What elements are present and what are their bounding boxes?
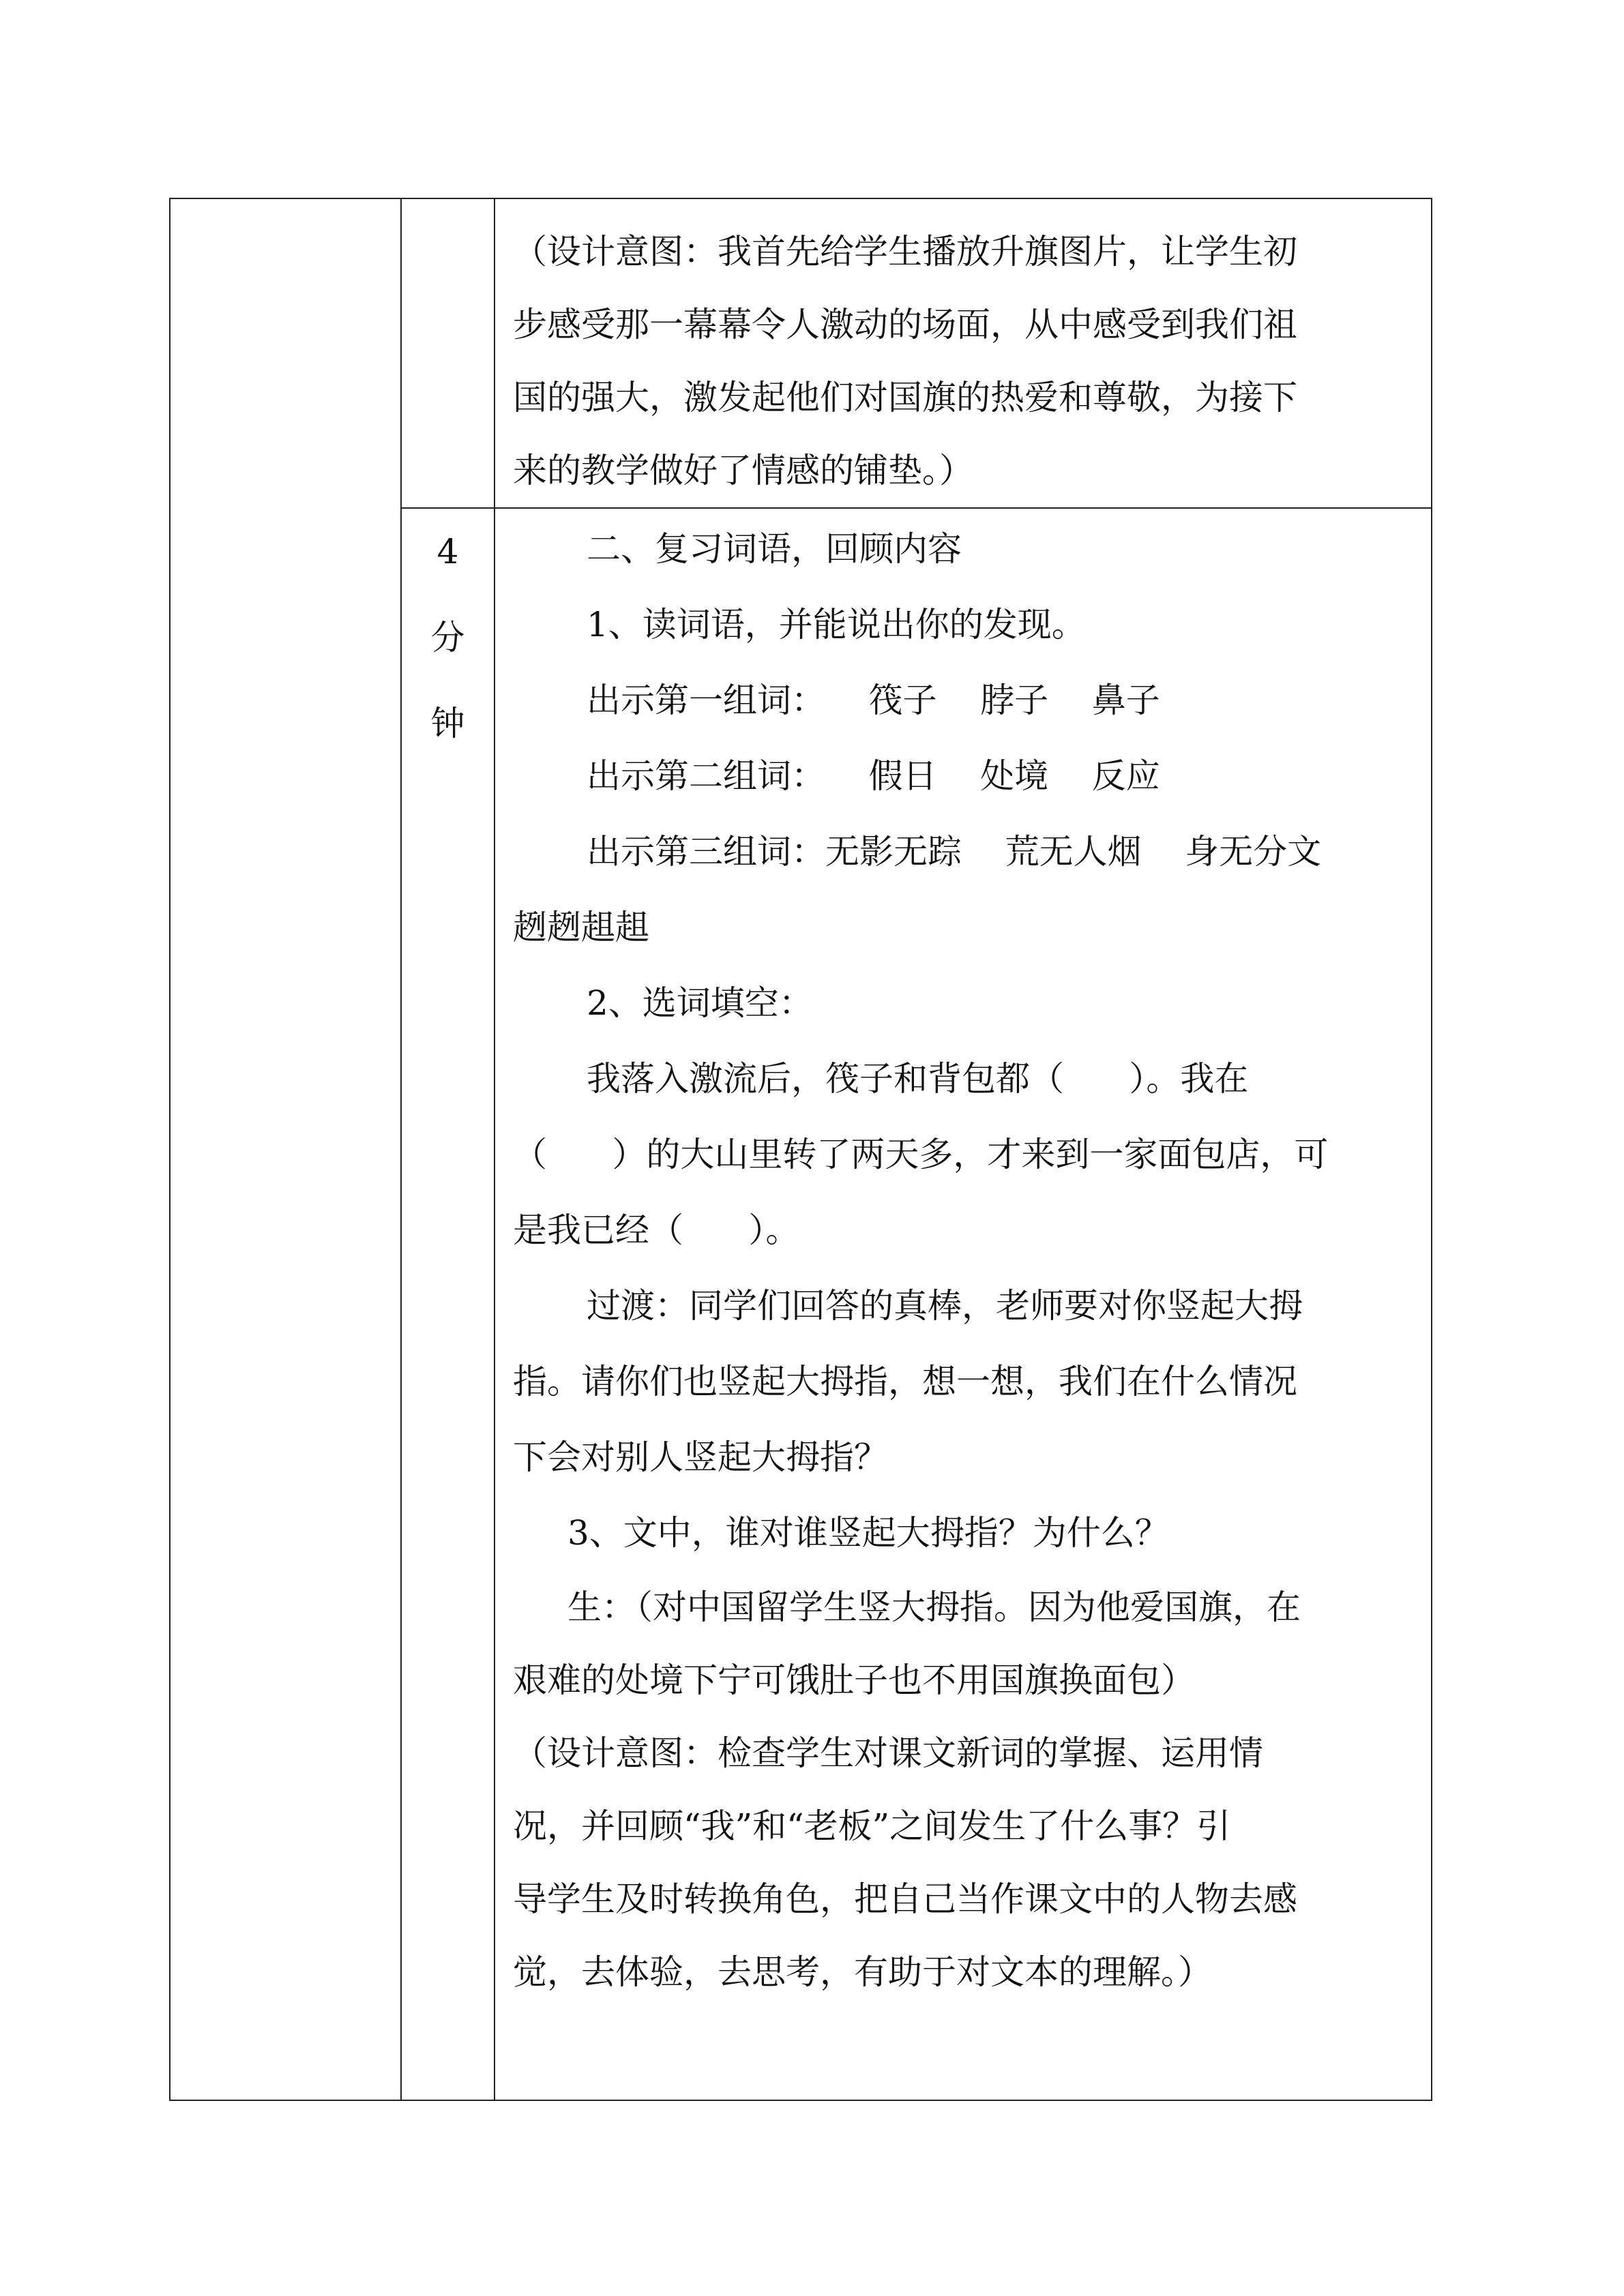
transition-line: 过渡：同学们回答的真棒，老师要对你竖起大拇: [587, 1286, 1303, 1326]
task-heading: 3、文中，谁对谁竖起大拇指？为什么？: [567, 1513, 1169, 1553]
transition-line: 指。请你们也竖起大拇指，想一想，我们在什么情况: [513, 1362, 1297, 1401]
word-group: 出示第三组词：无影无踪 荒无人烟 身无分文: [587, 832, 1322, 871]
design-intent-line: 导学生及时转换角色，把自己当作课文中的人物去感: [513, 1879, 1297, 1919]
time-number: 4: [437, 532, 459, 571]
answer-block: [495, 1571, 1431, 2009]
review-content: [495, 509, 1431, 1571]
design-intent-line: （设计意图：我首先给学生播放升旗图片，让学生初: [513, 232, 1297, 271]
design-intent-line: 况，并回顾“我”和“老板”之间发生了什么事？引: [513, 1806, 1231, 1846]
content-cell: [494, 198, 1432, 508]
design-intent-line: 来的教学做好了情感的铺垫。）: [513, 451, 973, 490]
design-intent-line: 觉，去体验，去思考，有助于对文本的理解。）: [513, 1952, 1212, 1992]
answer-line: 生：（对中国留学生竖大拇指。因为他爱国旗，在: [567, 1587, 1301, 1627]
lesson-plan-table: [169, 198, 1432, 2101]
time-cell: [401, 508, 494, 2100]
time-unit: 分: [430, 618, 465, 657]
fill-blank-line: （ ）的大山里转了两天多，才来到一家面包店，可: [513, 1135, 1329, 1174]
design-intent-line: 步感受那一幕幕令人激动的场面，从中感受到我们祖: [513, 305, 1297, 344]
fill-blank-line: 是我已经（ ）。: [513, 1210, 800, 1250]
task-heading: 2、选词填空：: [587, 983, 813, 1023]
design-intent-line: （设计意图：检查学生对课文新词的掌握、运用情: [513, 1733, 1263, 1773]
word-group: 出示第二组词： 假日 处境 反应: [587, 756, 1160, 796]
word-group-continued: 趔趔趄趄: [513, 908, 649, 947]
task-heading: 1、读词语，并能说出你的发现。: [587, 605, 1086, 644]
design-intent-block: [495, 199, 1431, 507]
table-row: [170, 198, 1432, 508]
fill-blank-line: 我落入激流后，筏子和背包都（ ）。我在: [587, 1059, 1249, 1099]
time-cell-empty: [401, 198, 494, 508]
time-unit: 钟: [430, 704, 465, 743]
answer-line: 艰难的处境下宁可饿肚子也不用国旗换面包）: [513, 1660, 1195, 1700]
section-title: 二、复习词语，回顾内容: [587, 529, 962, 569]
transition-line: 下会对别人竖起大拇指？: [513, 1437, 888, 1477]
stage-cell: [170, 198, 401, 2100]
word-group: 出示第一组词： 筏子 脖子 鼻子: [587, 681, 1160, 720]
design-intent-line: 国的强大，激发起他们对国旗的热爱和尊敬，为接下: [513, 378, 1297, 417]
content-cell: [494, 508, 1432, 2100]
